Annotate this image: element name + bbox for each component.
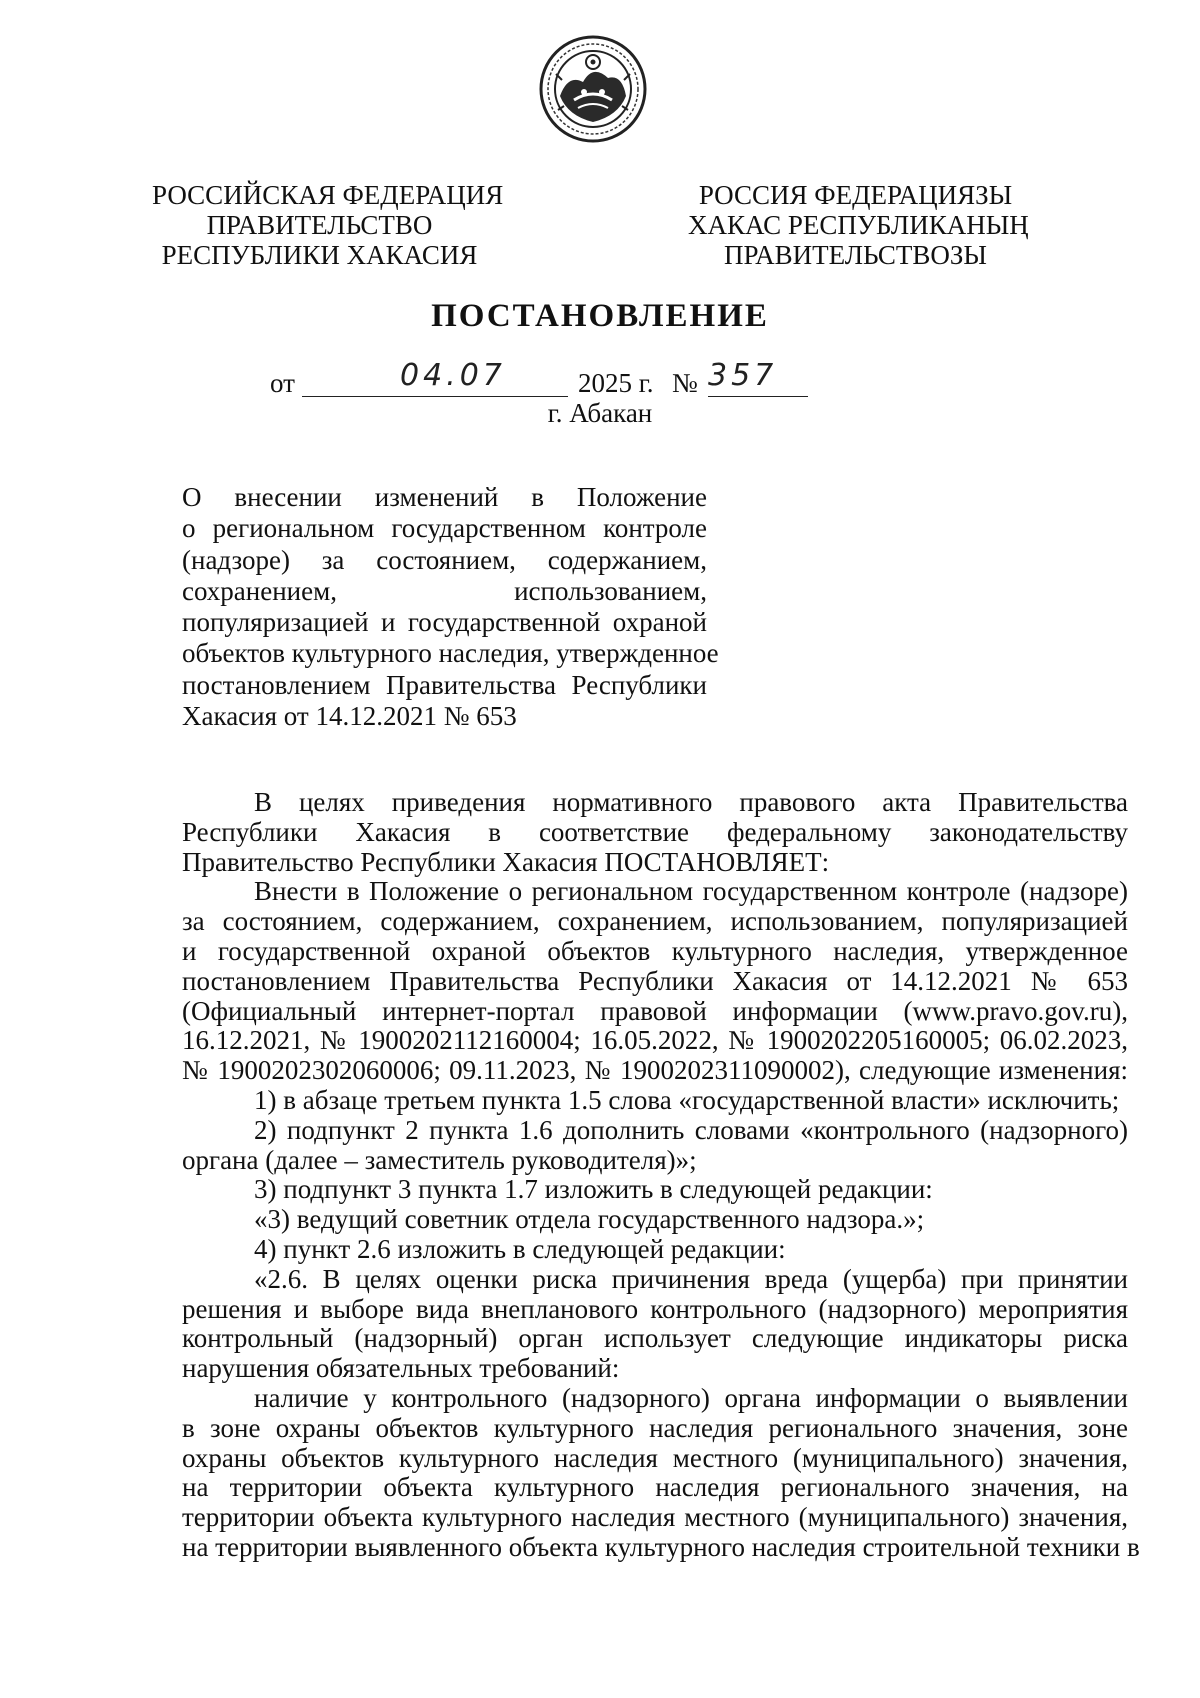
header-left-line: РОССИЙСКАЯ ФЕДЕРАЦИЯ <box>152 180 504 210</box>
subject-line: объектов культурного наследия, утвержденное <box>182 638 719 669</box>
body-line: 2) подпункт 2 пункта 1.6 дополнить словами «контрольного (надзорного) <box>254 1114 1128 1145</box>
header-right-line: РОССИЯ ФЕДЕРАЦИЯЗЫ <box>698 180 1013 210</box>
subject-line: популяризацией и государственной охраной <box>182 607 707 638</box>
body-line: В целях приведения нормативного правового акта Правительства <box>254 787 1128 817</box>
body-line: (Официальный интернет-портал правовой информации (www.pravo.gov.ru), <box>182 995 1128 1026</box>
body-line: за состоянием, содержанием, сохранением, использованием, популяризацией <box>182 906 1128 937</box>
document-body <box>182 787 1140 1563</box>
date-from-label: от <box>270 368 295 398</box>
coat-of-arms-icon <box>538 34 648 144</box>
body-line: и государственной охраной объектов культурного наследия, утвержденное <box>182 935 1128 966</box>
document-type-title: ПОСТАНОВЛЕНИЕ <box>431 298 769 334</box>
subject-block <box>182 482 719 732</box>
body-line: на территории выявленного объекта культурного наследия строительной техники в <box>182 1531 1140 1562</box>
body-line: 16.12.2021, № 1900202112160004; 16.05.2022, № 1900202205160005; 06.02.2023, <box>182 1025 1128 1056</box>
body-line: контрольный (надзорный) орган использует следующие индикаторы риска <box>182 1323 1128 1354</box>
body-line: № 1900202302060006; 09.11.2023, № 1900202311090002), следующие изменения: <box>182 1055 1128 1086</box>
body-line: «2.6. В целях оценки риска причинения вреда (ущерба) при принятии <box>254 1263 1128 1294</box>
body-line: 1) в абзаце третьем пункта 1.5 слова «государственной власти» исключить; <box>254 1084 1120 1115</box>
body-line: охраны объектов культурного наследия местного (муниципального) значения, <box>182 1442 1128 1473</box>
subject-line: Хакасия от 14.12.2021 № 653 <box>182 701 517 732</box>
body-line: Внести в Положение о региональном государственном контроле (надзоре) <box>254 876 1128 907</box>
body-line: «3) ведущий советник отдела государственного надзора.»; <box>254 1204 925 1235</box>
number-label: № <box>672 368 698 398</box>
header-right <box>688 180 1029 270</box>
body-line: 4) пункт 2.6 изложить в следующей редакции: <box>254 1233 786 1264</box>
body-line: нарушения обязательных требований: <box>182 1353 620 1384</box>
subject-line: О внесении изменений в Положение <box>182 482 707 512</box>
header-left-line: ПРАВИТЕЛЬСТВО <box>206 210 433 240</box>
subject-line: постановлением Правительства Республики <box>182 669 707 700</box>
body-line: Республики Хакасия в соответствие федеральному законодательству <box>182 816 1128 847</box>
header-right-line: ПРАВИТЕЛЬСТВОЗЫ <box>724 240 987 270</box>
date-handwritten: 04.07 <box>400 358 506 393</box>
body-line: в зоне охраны объектов культурного наследия регионального значения, зоне <box>182 1412 1128 1443</box>
header-left <box>152 180 504 270</box>
number-handwritten: 357 <box>708 358 778 393</box>
date-underline <box>302 396 568 397</box>
number-underline <box>708 396 808 397</box>
year-label: 2025 г. <box>578 368 654 398</box>
body-line: постановлением Правительства Республики Хакасия от 14.12.2021 № 653 <box>182 965 1128 996</box>
body-line: Правительство Республики Хакасия ПОСТАНОВЛЯЕТ: <box>182 846 830 877</box>
body-line: территории объекта культурного наследия местного (муниципального) значения, <box>182 1502 1128 1533</box>
subject-line: о региональном государственном контроле <box>182 513 707 544</box>
body-line: на территории объекта культурного наследия регионального значения, на <box>182 1472 1128 1503</box>
header-left-line: РЕСПУБЛИКИ ХАКАСИЯ <box>161 240 478 270</box>
body-line: решения и выборе вида внепланового контрольного (надзорного) мероприятия <box>182 1293 1128 1324</box>
body-line: 3) подпункт 3 пункта 1.7 изложить в следующей редакции: <box>254 1174 933 1205</box>
city: г. Абакан <box>547 398 653 428</box>
body-line: наличие у контрольного (надзорного) органа информации о выявлении <box>254 1382 1128 1413</box>
subject-line: (надзоре) за состоянием, содержанием, <box>182 544 707 575</box>
header-right-line: ХАКАС РЕСПУБЛИКАНЫҢ <box>688 210 1029 240</box>
subject-line: сохранением, использованием, <box>182 575 707 606</box>
body-line: органа (далее – заместитель руководителя)»; <box>182 1144 697 1175</box>
